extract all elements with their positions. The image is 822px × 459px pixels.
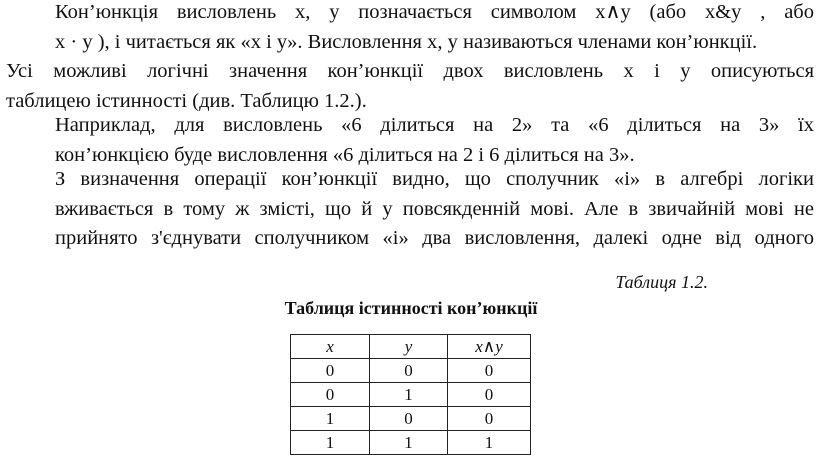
table-cell: 1	[448, 431, 531, 455]
text-line: Наприклад, для висловлень «6 ділиться на 2» та «6 ділиться на 3» їх	[55, 114, 814, 136]
table-cell: 0	[448, 383, 531, 407]
table-cell: 1	[291, 431, 370, 455]
column-header-conjunction: x∧y	[448, 335, 531, 359]
paragraph-truth-values	[6, 57, 814, 116]
text-line: З визначення операції кон’юнкції видно, що сполучник «і» в алгебрі логіки	[55, 168, 814, 190]
paragraph-conjunction-definition	[6, 0, 814, 57]
table-cell: 1	[370, 383, 448, 407]
table-row	[291, 407, 531, 431]
truth-table	[290, 334, 531, 455]
table-cell: 0	[448, 359, 531, 383]
table-cell: 0	[370, 359, 448, 383]
table-header-row	[291, 335, 531, 359]
table-title: Таблиця істинності кон’юнкції	[284, 298, 538, 318]
text-line: x · y ), і читається як «x і y». Висловлення x, y називаються членами кон’юнкції.	[55, 30, 758, 53]
table-cell: 0	[370, 407, 448, 431]
table-cell: 0	[291, 359, 370, 383]
column-header-x: x	[291, 335, 370, 359]
paragraph-language-usage	[6, 165, 814, 254]
text-line: Усі можливі логічні значення кон’юнкції двох висловлень x і y описуються	[6, 60, 814, 82]
table-row	[291, 431, 531, 455]
text-line: кон’юнкцією буде висловлення «6 ділиться на 2 і 6 ділиться на 3».	[55, 143, 635, 166]
text-line: таблицею істинності (див. Таблицю 1.2.).	[6, 89, 367, 112]
table-cell: 1	[291, 407, 370, 431]
column-header-y: y	[370, 335, 448, 359]
table-caption: Таблиця 1.2.	[615, 272, 708, 292]
paragraph-example	[6, 111, 814, 170]
text-line: прийнято з'єднувати сполучником «і» два висловлення, далекі одне від одного	[55, 227, 814, 249]
text-line: Кон’юнкція висловлень x, y позначається символом x∧y (або x&y , або	[55, 1, 814, 23]
table-cell: 0	[291, 383, 370, 407]
text-line: вживається в тому ж змісті, що й у повсякденній мові. Але в звичайній мові не	[55, 197, 814, 220]
table-row	[291, 383, 531, 407]
table-row	[291, 359, 531, 383]
table-cell: 0	[448, 407, 531, 431]
table-cell: 1	[370, 431, 448, 455]
